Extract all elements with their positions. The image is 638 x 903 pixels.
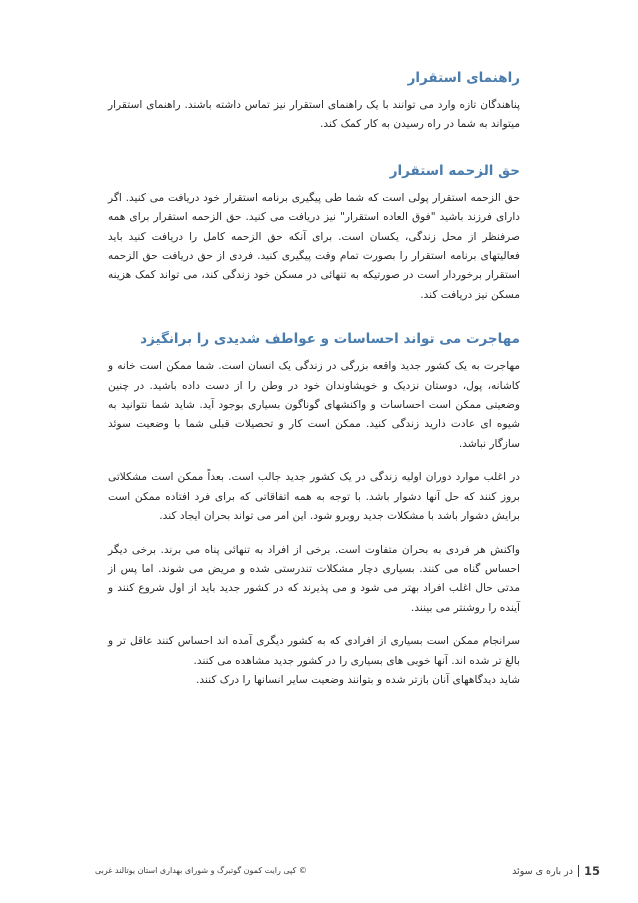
paragraph: در اغلب موارد دوران اولیه زندگی در یک کشور جدید جالب است. بعداً ممکن است مشکلاتی بروز کنند که حل آنها دشوار باشد. با توجه به همه اتفاقاتی که برای فرد افتاده ممکن است برایش دشوار باشد با مشکلات جدید روبرو شود. این امر می تواند بحران ایجاد کند. bbox=[108, 471, 520, 523]
footer-title: در باره ی سوئد bbox=[512, 865, 573, 877]
paragraph: واکنش هر فردی به بحران متفاوت است. برخی از افراد به تنهائی پناه می برند. برخی دیگر احساس گناه می کنند. بسیاری دچار مشکلات تندرستی شده و مریض می شوند. اما پس از مدتی حال اغلب افراد بهتر می شود و می پذیرند که در کشور جدید باید از اول شروع کنند و آینده را روشنتر می بینند. bbox=[108, 543, 520, 614]
footer-page-info bbox=[512, 864, 600, 878]
section-heading: مهاجرت می تواند احساسات و عواطف شدیدی را برانگیزد bbox=[140, 331, 520, 348]
section-settlement-fee bbox=[108, 161, 520, 305]
paragraph: پناهندگان تازه وارد می توانند با یک راهنمای استقرار نیز تماس داشته باشند. راهنمای استقرار میتواند به شما در راه رسیدن به کار کمک کند. bbox=[108, 99, 520, 131]
page-footer bbox=[0, 864, 638, 882]
paragraph: حق الزحمه استقرار پولی است که شما طی پیگیری برنامه استقرار خود دریافت می کنید. اگر دارای فرزند باشید "فوق العاده استقرار" نیز دریافت می کنید. حق الزحمه استقرار برای همه صرفنظر از محل زندگی، یکسان است. برای آنکه حق الزحمه کامل را دریافت کنید باید فعالیتهای برنامه استقرار را بصورت تمام وقت پیگیری کنید. فردی از حق دریافت حق الزحمه استقرار برخوردار است در صورتیکه به تنهائی در مسکن خود زندگی کند، می تواند کمک هزینه مسکن نیز دریافت کند. bbox=[108, 191, 520, 301]
section-heading: راهنمای استقرار bbox=[407, 70, 520, 86]
section-settlement-guide bbox=[108, 68, 520, 135]
page-number: 15 bbox=[583, 864, 600, 878]
paragraph: مهاجرت به یک کشور جدید واقعه بزرگی در زندگی یک انسان است. شما ممکن است خانه و کاشانه، پول، دوستان نزدیک و خویشاوندان خود در وطن را از دست داده باشید. در چنین وضعیتی ممکن است احساسات و واکنشهای گوناگون بسیاری بوجود آید. شاید شما نتوانید به شیوه ای عادت دارید زندگی کنید. ممکن است کار و تحصیلات قبلی شما با وضعیت سوئد سازگار نباشد. bbox=[108, 360, 520, 450]
paragraph: سرانجام ممکن است بسیاری از افرادی که به کشور دیگری آمده اند احساس کنند عاقل تر و بالغ تر شده اند. آنها خوبی های بسیاری را در کشور جدید مشاهده می کنند. شاید دیدگاههای آنان بازتر شده و بتوانند وضعیت سایر انسانها را درک کنند. bbox=[108, 635, 520, 686]
section-migration-emotions bbox=[108, 329, 520, 690]
main-content bbox=[108, 68, 520, 714]
footer-divider bbox=[578, 865, 579, 877]
footer-copyright: © کپی رایت کمون گوتبرگ و شورای بهداری استان یوتالند غربی bbox=[95, 866, 307, 875]
section-heading: حق الزحمه استقرار bbox=[389, 162, 520, 179]
